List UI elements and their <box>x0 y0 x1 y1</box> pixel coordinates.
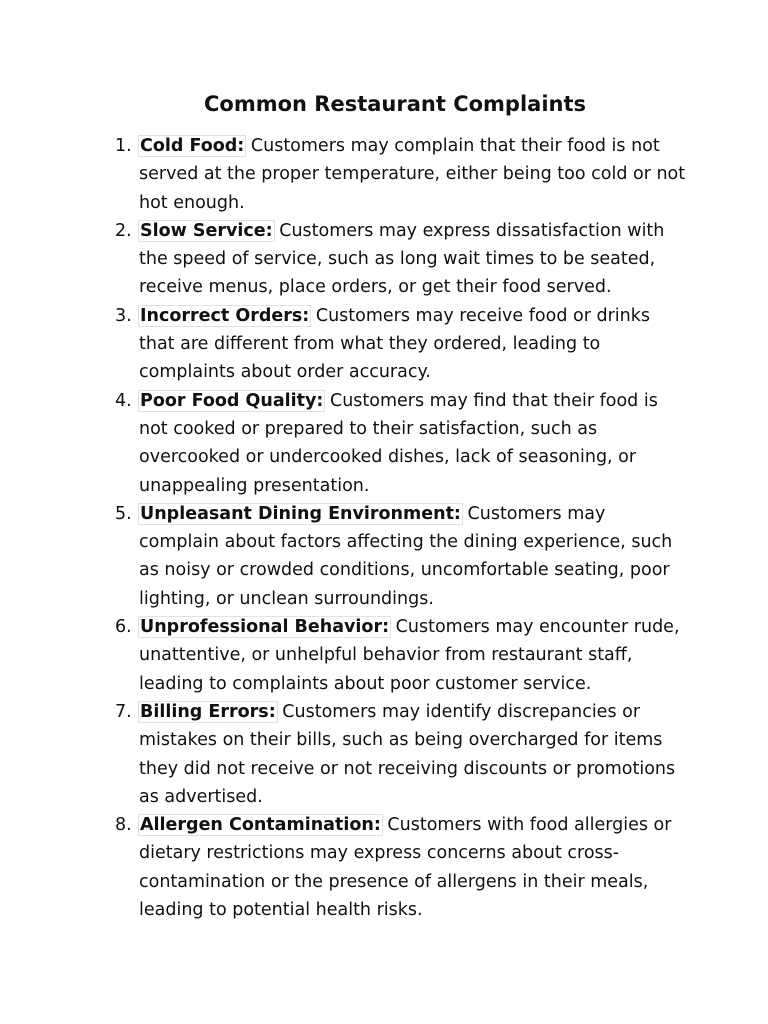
item-description: Customers may complain about factors affecting the dining experience, such as noisy or crowded conditions, uncomfortable seating, poor lighting, or unclean surroundings. <box>139 503 673 609</box>
item-number: 3. <box>115 305 132 326</box>
item-description: Customers with food allergies or dietary restrictions may express concerns about cross-contamination or the presence of allergens in their meals, leading to potential health risks. <box>139 815 672 921</box>
list-item <box>107 613 687 698</box>
item-number: 4. <box>115 390 132 411</box>
list-item <box>107 302 687 387</box>
item-number: 6. <box>115 617 132 638</box>
item-term: Allergen Contamination: <box>140 815 381 836</box>
item-term: Slow Service: <box>140 220 273 241</box>
complaint-list <box>107 132 687 924</box>
item-number: 5. <box>115 503 132 524</box>
item-number: 2. <box>115 220 132 241</box>
document-title: Common Restaurant Complaints <box>204 92 586 116</box>
item-term: Cold Food: <box>140 136 245 156</box>
item-description: Customers may receive food or drinks that are different from what they ordered, leading to complaints about order accuracy. <box>139 305 650 383</box>
item-description: Customers may find that their food is not cooked or prepared to their satisfaction, such as overcooked or undercooked dishes, lack of seasoning, or unappealing presentation. <box>139 390 658 496</box>
item-description: Customers may encounter rude, unattentive, or unhelpful behavior from restaurant staff, leading to complaints about poor customer service. <box>139 617 680 694</box>
item-description: Customers may identify discrepancies or mistakes on their bills, such as being overcharged for items they did not receive or not receiving discounts or promotions as advertised. <box>139 701 676 807</box>
list-item <box>107 698 687 811</box>
list-item <box>107 132 687 217</box>
list-item <box>107 387 687 500</box>
item-description: Customers may express dissatisfaction with the speed of service, such as long wait times to be seated, receive menus, place orders, or get their food served. <box>139 220 665 298</box>
item-term: Unprofessional Behavior: <box>140 617 390 638</box>
item-description: Customers may complain that their food is not served at the proper temperature, either being too cold or not hot enough. <box>139 136 686 213</box>
item-number: 7. <box>115 701 132 722</box>
item-term: Unpleasant Dining Environment: <box>140 503 461 524</box>
list-item <box>107 217 687 302</box>
list-item <box>107 500 687 613</box>
list-item <box>107 811 687 924</box>
item-number: 8. <box>115 815 132 836</box>
item-term: Incorrect Orders: <box>140 305 310 326</box>
item-term: Poor Food Quality: <box>140 390 324 411</box>
item-term: Billing Errors: <box>140 701 276 722</box>
item-number: 1. <box>115 136 132 156</box>
